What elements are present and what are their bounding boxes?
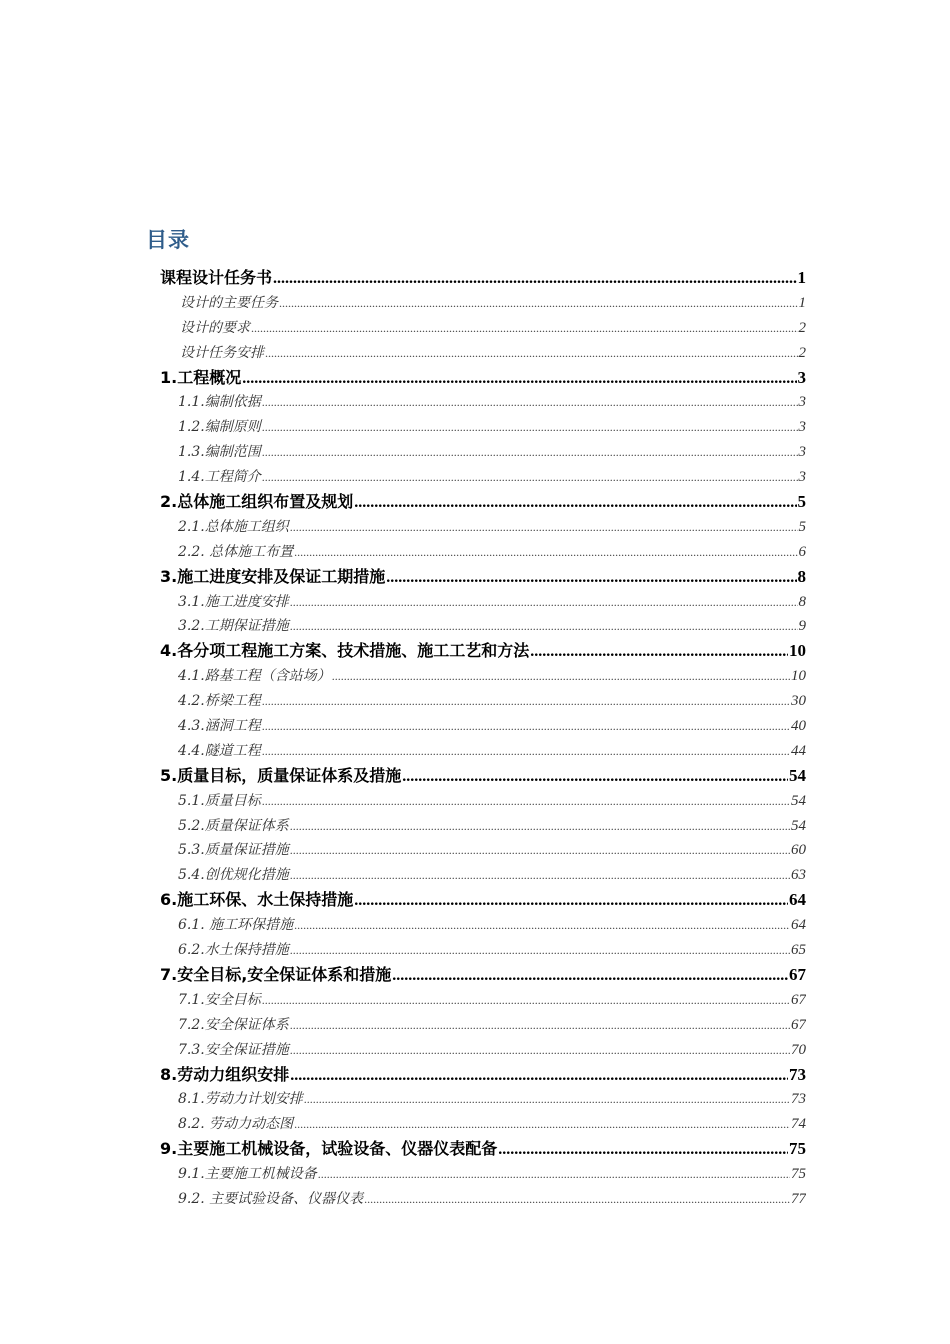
toc-entry-label: 2.2. 总体施工布置 [178,543,294,560]
toc-dot-leader [290,614,798,639]
toc-entry-label: 7.安全目标,安全保证体系和措施 [160,964,392,984]
toc-entry-label: 3.施工进度安排及保证工期措施 [160,566,386,586]
toc-page-number: 75 [789,1139,806,1159]
toc-page-number: 5 [797,492,806,512]
toc-section-entry[interactable] [160,1087,806,1112]
toc-dot-leader [290,838,790,863]
toc-page-number: 73 [791,1091,806,1108]
toc-entry-label: 2.1.总体施工组织 [178,518,289,535]
toc-section-entry[interactable] [160,440,806,465]
toc-entry-label: 1.1.编制依据 [178,394,261,411]
toc-entry-label: 9.2. 主要试验设备、仪器仪表 [178,1190,364,1207]
toc-dot-leader [242,366,796,391]
toc-page-number: 60 [791,842,806,859]
toc-section-entry[interactable] [160,415,806,440]
toc-dot-leader [290,1013,790,1038]
toc-page-number: 44 [791,742,806,759]
toc-page-number: 40 [791,718,806,735]
toc-entry-label: 4.各分项工程施工方案、技术措施、施工工艺和方法 [160,641,530,661]
toc-chapter-entry[interactable] [160,366,806,391]
toc-entry-label: 8.1.劳动力计划安排 [178,1091,303,1108]
toc-section-entry[interactable] [160,838,806,863]
toc-entry-label: 4.1.路基工程（含站场） [178,668,331,685]
toc-page-number: 3 [798,469,806,486]
toc-dot-leader [262,789,790,814]
toc-dot-leader [304,1087,790,1112]
toc-entry-label: 5.质量目标，质量保证体系及措施 [160,765,402,785]
toc-page-number: 5 [798,518,806,535]
toc-page-number: 77 [791,1190,806,1207]
toc-title: 目录 [146,228,190,252]
toc-dot-leader [262,714,790,739]
toc-page-number: 67 [791,991,806,1008]
toc-dot-leader [262,689,790,714]
toc-page-number: 67 [789,964,806,984]
toc-dot-leader [262,988,790,1013]
toc-dot-leader [530,639,788,664]
toc-section-entry[interactable] [160,1187,806,1212]
toc-section-entry[interactable] [160,988,806,1013]
toc-entry-label: 7.1.安全目标 [178,991,261,1008]
toc-dot-leader [262,390,798,415]
toc-chapter-entry[interactable] [160,565,806,590]
toc-section-entry[interactable] [160,863,806,888]
toc-section-entry[interactable] [160,540,806,565]
toc-page-number: 30 [791,693,806,710]
toc-dot-leader [354,888,788,913]
toc-dot-leader [262,415,798,440]
toc-entry-label: 5.2.质量保证体系 [178,817,289,834]
table-of-contents [160,266,806,1212]
toc-dot-leader [294,913,790,938]
toc-chapter-entry[interactable] [160,639,806,664]
toc-section-entry[interactable] [160,465,806,490]
toc-dot-leader [294,1112,790,1137]
toc-chapter-entry[interactable] [160,963,806,988]
toc-section-entry[interactable] [160,341,806,366]
toc-dot-leader [279,291,798,316]
toc-dot-leader [498,1137,788,1162]
toc-dot-leader [318,1162,790,1187]
toc-page-number: 3 [798,419,806,436]
toc-chapter-entry[interactable] [160,888,806,913]
toc-entry-label: 5.4.创优规化措施 [178,867,289,884]
toc-page-number: 3 [797,367,806,387]
toc-dot-leader [262,440,798,465]
toc-entry-label: 9.主要施工机械设备，试验设备、仪器仪表配备 [160,1139,498,1159]
toc-section-entry[interactable] [160,913,806,938]
toc-section-entry[interactable] [160,614,806,639]
toc-page-number: 73 [789,1064,806,1084]
toc-section-entry[interactable] [160,938,806,963]
toc-entry-label: 4.2.桥梁工程 [178,693,261,710]
toc-entry-label: 6.1. 施工环保措施 [178,917,294,934]
toc-entry-label: 1.3.编制范围 [178,444,261,461]
toc-page-number: 54 [791,817,806,834]
toc-section-entry[interactable] [160,1013,806,1038]
toc-page-number: 67 [791,1016,806,1033]
toc-entry-label: 7.2.安全保证体系 [178,1016,289,1033]
toc-dot-leader [290,863,790,888]
toc-entry-label: 课程设计任务书 [160,268,273,287]
toc-entry-label: 4.3.涵洞工程 [178,718,261,735]
toc-dot-leader [273,266,796,291]
toc-entry-label: 5.1.质量目标 [178,792,261,809]
toc-dot-leader [364,1187,790,1212]
toc-dot-leader [262,465,798,490]
toc-section-entry[interactable] [160,664,806,689]
toc-section-entry[interactable] [160,739,806,764]
toc-section-entry[interactable] [160,390,806,415]
toc-dot-leader [290,1038,790,1063]
toc-section-entry[interactable] [160,1162,806,1187]
toc-dot-leader [251,316,798,341]
toc-page-number: 8 [798,593,806,610]
toc-page-number: 54 [791,792,806,809]
toc-dot-leader [265,341,798,366]
toc-dot-leader [354,490,796,515]
toc-entry-label: 8.2. 劳动力动态图 [178,1116,294,1133]
toc-entry-label: 3.1.施工进度安排 [178,593,289,610]
toc-dot-leader [290,938,790,963]
toc-page-number: 64 [789,890,806,910]
toc-dot-leader [290,515,798,540]
toc-entry-label: 1.2.编制原则 [178,419,261,436]
toc-entry-label: 7.3.安全保证措施 [178,1041,289,1058]
toc-entry-label: 3.2.工期保证措施 [178,618,289,635]
toc-page-number: 1 [797,268,806,287]
toc-dot-leader [290,814,790,839]
toc-page-number: 74 [791,1116,806,1133]
toc-page-number: 2 [798,344,806,361]
toc-chapter-entry[interactable] [160,266,806,291]
toc-entry-label: 9.1.主要施工机械设备 [178,1166,317,1183]
toc-chapter-entry[interactable] [160,764,806,789]
toc-dot-leader [392,963,788,988]
toc-chapter-entry[interactable] [160,1063,806,1088]
toc-page-number: 65 [791,942,806,959]
toc-section-entry[interactable] [160,291,806,316]
toc-entry-label: 设计的主要任务 [180,294,278,311]
toc-page-number: 63 [791,867,806,884]
toc-entry-label: 1.工程概况 [160,367,242,387]
toc-section-entry[interactable] [160,515,806,540]
toc-dot-leader [290,1063,788,1088]
toc-page-number: 6 [798,543,806,560]
toc-entry-label: 6.2.水土保持措施 [178,942,289,959]
toc-dot-leader [262,739,790,764]
toc-page-number: 75 [791,1166,806,1183]
toc-entry-label: 5.3.质量保证措施 [178,842,289,859]
toc-page-number: 54 [789,765,806,785]
toc-chapter-entry[interactable] [160,1137,806,1162]
toc-dot-leader [332,664,790,689]
toc-entry-label: 2.总体施工组织布置及规划 [160,492,354,512]
toc-section-entry[interactable] [160,814,806,839]
toc-section-entry[interactable] [160,1112,806,1137]
toc-page-number: 8 [797,566,806,586]
toc-page-number: 9 [798,618,806,635]
toc-entry-label: 设计的要求 [180,319,250,336]
toc-entry-label: 4.4.隧道工程 [178,742,261,759]
toc-page-number: 3 [798,444,806,461]
toc-section-entry[interactable] [160,689,806,714]
toc-entry-label: 6.施工环保、水土保持措施 [160,890,354,910]
toc-entry-label: 1.4.工程简介 [178,469,261,486]
toc-dot-leader [386,565,796,590]
toc-page-number: 70 [791,1041,806,1058]
toc-page-number: 10 [791,668,806,685]
toc-dot-leader [290,590,798,615]
toc-section-entry[interactable] [160,789,806,814]
toc-page-number: 2 [798,319,806,336]
toc-section-entry[interactable] [160,590,806,615]
toc-dot-leader [294,540,797,565]
toc-chapter-entry[interactable] [160,490,806,515]
toc-section-entry[interactable] [160,714,806,739]
toc-page-number: 64 [791,917,806,934]
toc-dot-leader [402,764,788,789]
toc-page-number: 3 [798,394,806,411]
toc-entry-label: 设计任务安排 [180,344,264,361]
toc-page-number: 10 [789,641,806,661]
toc-section-entry[interactable] [160,1038,806,1063]
toc-page-number: 1 [798,294,806,311]
toc-section-entry[interactable] [160,316,806,341]
toc-entry-label: 8.劳动力组织安排 [160,1064,290,1084]
